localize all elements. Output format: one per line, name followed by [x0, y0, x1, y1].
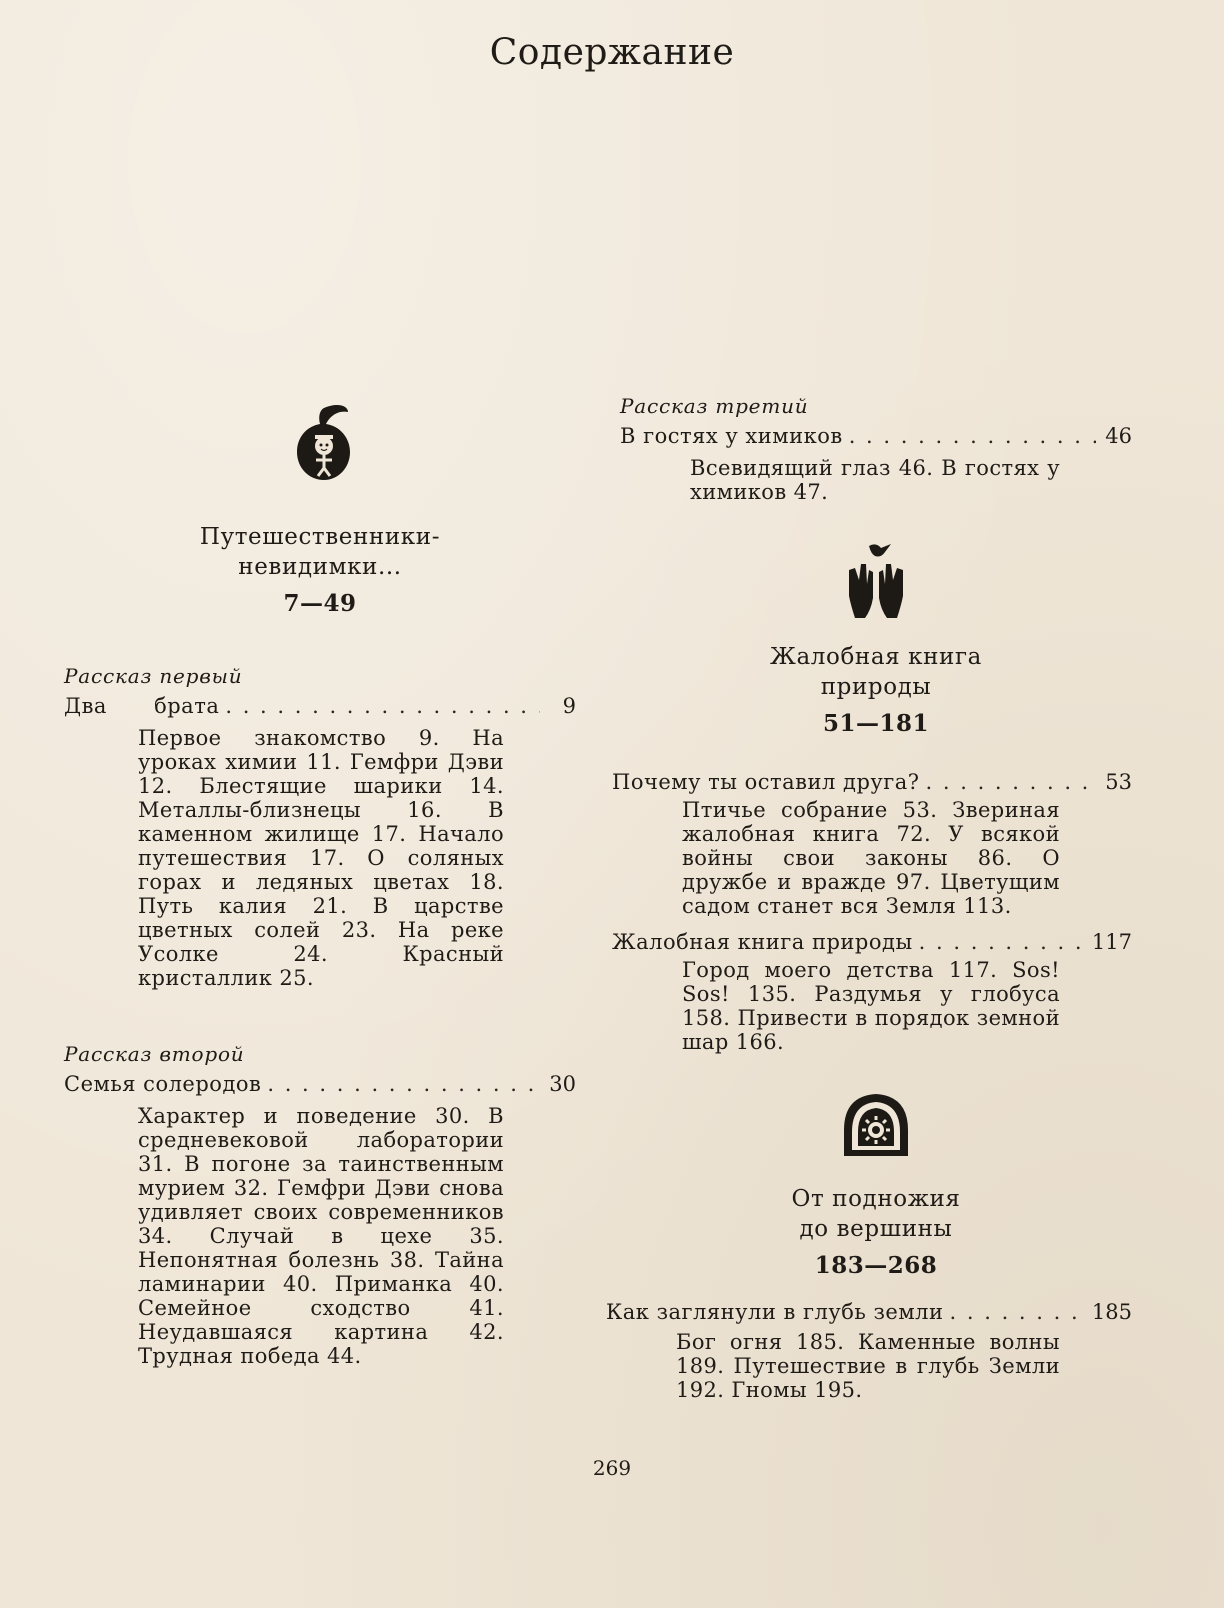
story-1-desc: Первое знакомство 9. На уроках химии 11. Гемфри Дэви 12. Блестящие шарики 14. Металлы-близнецы 16. В каменном жилище 17. Начало путешествия 17. О соляных горах и ледяных цветах 18. Путь калия 21. В царстве цветных солей 23. На реке Усолке 24. Красный кристаллик 25. [138, 726, 504, 990]
story-3-desc: Всевидящий глаз 46. В гостях у химиков 47. [690, 456, 1060, 504]
section-3-title-line1: От подножия [791, 1186, 961, 1212]
entry-6 [606, 1300, 1132, 1402]
section-1-title-line1: Путешественники- [199, 524, 441, 550]
leader-dots [267, 1072, 540, 1096]
entry-4-title: Почему ты оставил друга? [612, 770, 920, 794]
story-1-label: Рассказ первый [64, 664, 243, 688]
hands-bird-icon [841, 540, 911, 620]
page-title: Содержание [489, 32, 735, 73]
section-2-title-line2: природы [820, 674, 932, 700]
section-3-title-line2: до вершины [799, 1216, 953, 1242]
story-1-entry[interactable] [64, 694, 576, 718]
story-2-title: Семья солеродов [64, 1072, 262, 1096]
entry-5-desc: Город моего детства 117. Sos! Sos! 135. Раздумья у глобуса 158. Привести в порядок земной шар 166. [682, 958, 1060, 1054]
story-1-page: 9 [562, 694, 576, 718]
section-1-range: 7—49 [283, 590, 357, 617]
leader-dots [849, 424, 1096, 448]
section-3-range: 183—268 [814, 1252, 938, 1279]
entry-6-line[interactable] [606, 1300, 1132, 1324]
story-2-entry[interactable] [64, 1072, 576, 1096]
section-2-heading [620, 540, 1132, 736]
entry-6-title: Как заглянули в глубь земли [606, 1300, 944, 1324]
entry-5 [612, 930, 1132, 1054]
leader-dots [919, 930, 1086, 954]
leader-dots [225, 694, 540, 718]
section-2-range: 51—181 [822, 710, 930, 737]
leader-dots [950, 1300, 1086, 1324]
leader-dots [926, 770, 1096, 794]
story-3-page: 46 [1105, 424, 1132, 448]
mountain-gear-icon [840, 1090, 912, 1160]
entry-6-page: 185 [1091, 1300, 1132, 1324]
entry-4-line[interactable] [612, 770, 1132, 794]
story-2-desc: Характер и поведение 30. В средневековой лаборатории 31. В погоне за таинственным мурием 32. Гемфри Дэви снова удивляет своих современников 34. Случай в цехе 35. Непонятная болезнь 38. Тайна ламинарии 40. Приманка 40. Семейное сходство 41. Неудавшаяся картина 42. Трудная победа 44. [138, 1104, 504, 1368]
entry-4-page: 53 [1105, 770, 1132, 794]
page-number: 269 [592, 1456, 632, 1480]
entry-5-page: 117 [1091, 930, 1132, 954]
entry-4 [612, 770, 1132, 918]
story-3-title: В гостях у химиков [620, 424, 843, 448]
section-2-title-line1: Жалобная книга [770, 644, 982, 670]
story-3-label: Рассказ третий [620, 394, 809, 418]
story-3-entry[interactable] [620, 424, 1132, 448]
drop-face-icon [284, 400, 364, 484]
section-1-heading [64, 400, 576, 616]
story-1-title: Два брата [64, 694, 220, 718]
section-3-heading [620, 1090, 1132, 1278]
entry-5-line[interactable] [612, 930, 1132, 954]
entry-5-title: Жалобная книга природы [612, 930, 913, 954]
story-2 [64, 1042, 576, 1368]
story-2-page: 30 [549, 1072, 576, 1096]
story-3 [620, 394, 1132, 504]
story-1 [64, 664, 576, 990]
right-column [606, 394, 1132, 1402]
section-1-title-line2: невидимки... [238, 554, 402, 580]
entry-6-desc: Бог огня 185. Каменные волны 189. Путешествие в глубь Земли 192. Гномы 195. [676, 1330, 1060, 1402]
entry-4-desc: Птичье собрание 53. Звериная жалобная книга 72. У всякой войны свои законы 86. О дружбе и вражде 97. Цветущим садом станет вся Земля 113. [682, 798, 1060, 918]
left-column [64, 400, 576, 1368]
story-2-label: Рассказ второй [64, 1042, 245, 1066]
